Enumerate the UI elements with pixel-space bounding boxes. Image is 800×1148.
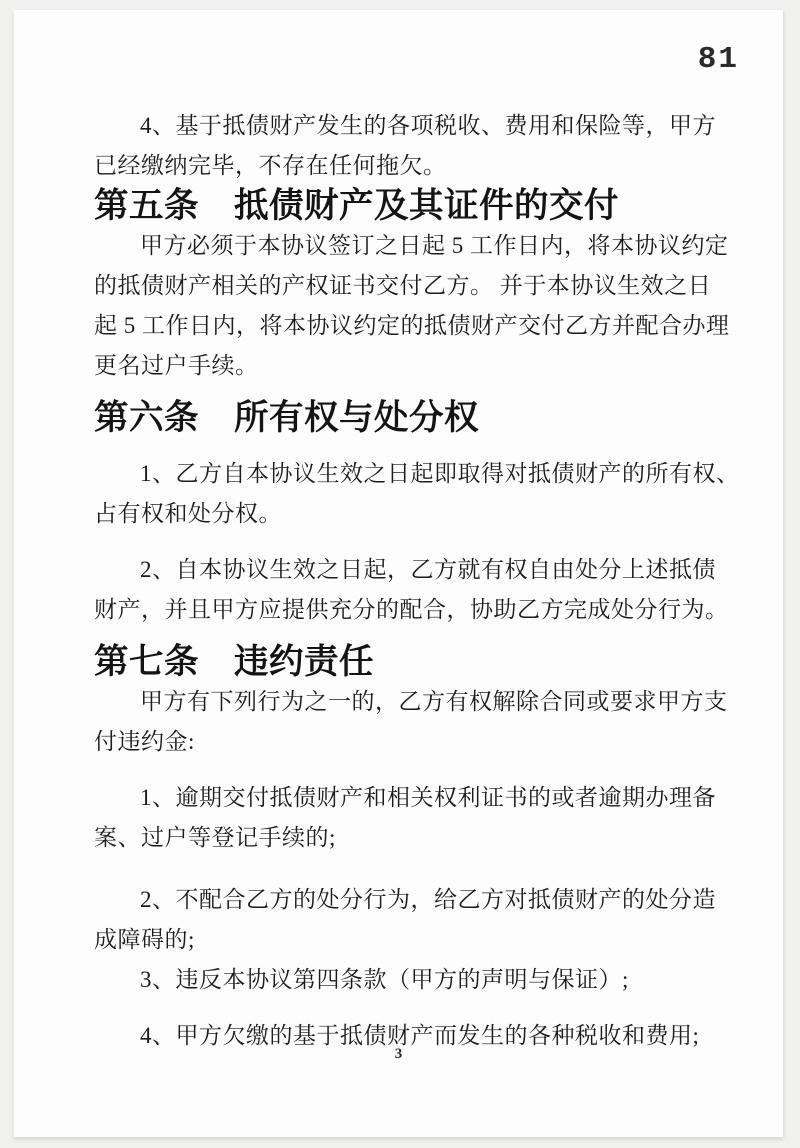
text-line: 的抵债财产相关的产权证书交付乙方。 并于本协议生效之日 bbox=[94, 273, 712, 298]
page-footer-number: 3 bbox=[394, 1046, 403, 1062]
text-line: 2、自本协议生效之日起，乙方就有权自由处分上述抵债 bbox=[140, 557, 716, 582]
text-line: 成障碍的; bbox=[94, 927, 195, 952]
text-line: 已经缴纳完毕，不存在任何拖欠。 bbox=[94, 153, 447, 178]
text-line: 更名过户手续。 bbox=[94, 353, 259, 378]
text-line: 付违约金: bbox=[94, 729, 195, 754]
page-corner-number: 81 bbox=[697, 42, 739, 77]
text-line: 案、过户等登记手续的; bbox=[94, 825, 336, 850]
text-line: 2、不配合乙方的处分行为，给乙方对抵债财产的处分造 bbox=[140, 887, 716, 912]
document-body bbox=[14, 10, 783, 1056]
text-line: 1、逾期交付抵债财产和相关权利证书的或者逾期办理备 bbox=[140, 785, 716, 810]
text-line: 甲方必须于本协议签订之日起 5 工作日内，将本协议约定 bbox=[140, 233, 729, 258]
section-heading-article-6: 第六条 所有权与处分权 bbox=[94, 399, 479, 437]
text-line: 4、甲方欠缴的基于抵债财产而发生的各种税收和费用; bbox=[140, 1023, 700, 1048]
text-line: 1、乙方自本协议生效之日起即取得对抵债财产的所有权、 bbox=[140, 461, 740, 486]
text-line: 甲方有下列行为之一的，乙方有权解除合同或要求甲方支 bbox=[140, 689, 728, 714]
text-line: 起 5 工作日内，将本协议约定的抵债财产交付乙方并配合办理 bbox=[94, 313, 730, 338]
text-line: 财产，并且甲方应提供充分的配合，协助乙方完成处分行为。 bbox=[94, 597, 729, 622]
document-page bbox=[14, 10, 783, 1137]
text-line: 占有权和处分权。 bbox=[94, 501, 282, 526]
text-line: 3、违反本协议第四条款（甲方的声明与保证）; bbox=[140, 967, 629, 992]
section-heading-article-5: 第五条 抵债财产及其证件的交付 bbox=[94, 187, 619, 225]
text-line: 4、基于抵债财产发生的各项税收、费用和保险等，甲方 bbox=[140, 113, 716, 138]
section-heading-article-7: 第七条 违约责任 bbox=[94, 643, 374, 681]
